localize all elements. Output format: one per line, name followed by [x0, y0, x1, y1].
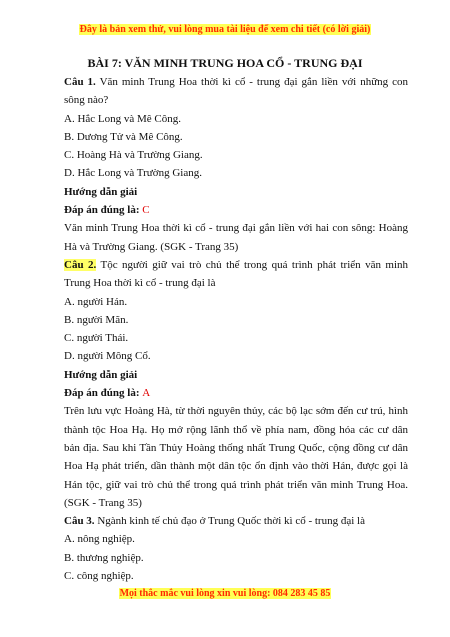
question-1-answer: [64, 201, 408, 219]
footer-contact-text: Mọi thắc mắc vui lòng xin vui lòng: 084 283 45 85: [119, 588, 331, 599]
question-3-line-1: [64, 512, 408, 530]
question-1-explanation-line-2: Hà và Trường Giang. (SGK - Trang 35): [64, 240, 239, 253]
question-2-explanation-line-2: thành tộc Hoa Hạ. Họ mở rộng lãnh thổ về phía nam, đồng hóa các cư dân: [64, 423, 408, 436]
question-1-line-1: [64, 73, 408, 91]
question-1-line-2: sông nào?: [64, 94, 109, 107]
question-2-explanation-line-4: Hoa Hạ phát triển, dần thành một dân tộc ổn định vào thời Hán, được gọi là: [64, 460, 408, 473]
question-2-option-b: B. người Mãn.: [64, 313, 129, 326]
question-1-option-b: B. Dương Tử và Mê Công.: [64, 130, 183, 143]
question-1-label: Câu 1.: [64, 76, 96, 88]
question-2-line-1: [64, 256, 408, 274]
question-2-text: Tộc người giữ vai trò chủ thể trong quá trình phát triển văn minh: [96, 258, 408, 271]
question-2-answer: [64, 384, 408, 402]
question-1-option-d: D. Hắc Long và Trường Giang.: [64, 167, 202, 180]
question-2-option-d: D. người Mông Cổ.: [64, 350, 151, 363]
question-2-guide-heading: Hướng dẫn giải: [64, 368, 138, 381]
preview-banner-text: Đây là bản xem thử, vui lòng mua tài liệu để xem chi tiết (có lời giải): [79, 24, 371, 35]
question-3-option-c: C. công nghiệp.: [64, 570, 134, 583]
question-3-option-b: B. thương nghiệp.: [64, 551, 144, 564]
question-2-explanation-line-3: bản địa. Sau khi Tần Thủy Hoàng thống nhất Trung Quốc, cộng đồng cư dân: [64, 441, 408, 454]
question-2-line-2: Trung Hoa thời kì cổ - trung đại là: [64, 277, 216, 290]
question-2-answer-label: Đáp án đúng là:: [64, 387, 143, 400]
question-2-explanation-line-1: Trên lưu vực Hoàng Hà, từ thời nguyên thủy, các bộ lạc sớm đến cư trú, hình: [64, 405, 408, 418]
footer-contact: [0, 588, 450, 599]
question-2-explanation-line-6: (SGK - Trang 35): [64, 496, 142, 509]
question-3-text: Ngành kinh tế chủ đạo ở Trung Quốc thời kì cổ - trung đại là: [94, 515, 365, 528]
question-1-option-c: C. Hoàng Hà và Trường Giang.: [64, 149, 203, 162]
question-3-label: Câu 3.: [64, 515, 95, 528]
question-1-answer-value: C: [142, 204, 150, 217]
page-title: BÀI 7: VĂN MINH TRUNG HOA CỔ - TRUNG ĐẠI: [87, 56, 363, 70]
question-1-explanation-line-1: Văn minh Trung Hoa thời kì cổ - trung đại gắn liền với hai con sông: Hoàng: [64, 222, 408, 235]
question-2-label: Câu 2.: [64, 258, 97, 271]
question-3-option-a: A. nông nghiệp.: [64, 533, 135, 546]
question-2-explanation-line-5: Hán tộc, giữ vai trò chủ thể trong quá trình phát triển văn minh Trung Hoa.: [64, 478, 408, 491]
question-1-answer-label: Đáp án đúng là:: [64, 204, 143, 217]
question-1-option-a: A. Hắc Long và Mê Công.: [64, 112, 182, 125]
document-body: [64, 73, 408, 585]
question-2-option-a: A. người Hán.: [64, 295, 128, 308]
question-2-answer-value: A: [142, 387, 151, 400]
preview-banner: [0, 24, 450, 35]
question-1-guide-heading: Hướng dẫn giải: [64, 185, 138, 198]
question-1-text: Văn minh Trung Hoa thời kì cổ - trung đại gắn liền với những con: [95, 76, 408, 88]
question-2-option-c: C. người Thái.: [64, 332, 129, 345]
